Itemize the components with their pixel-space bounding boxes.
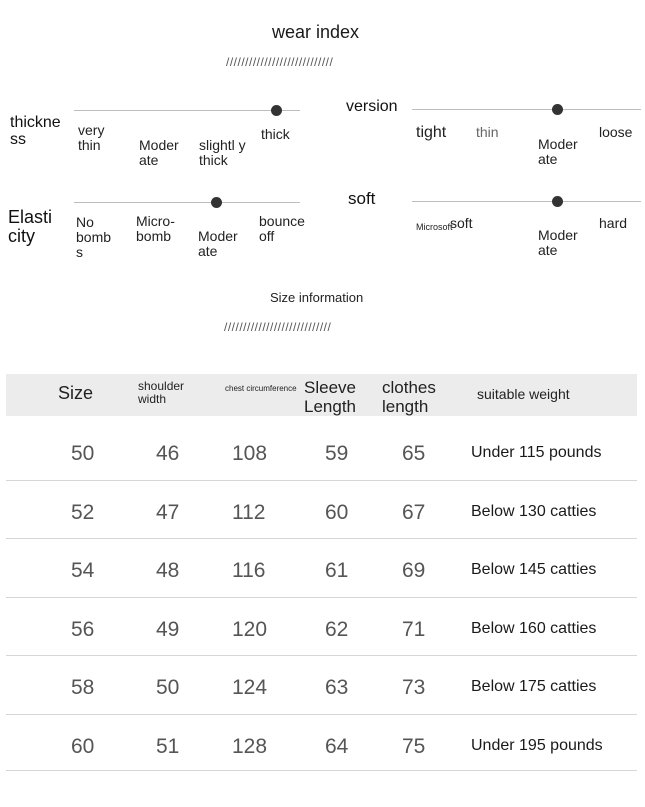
softness-option-soft: soft bbox=[450, 215, 473, 231]
softness-option-microsoft: Microsoft bbox=[416, 222, 453, 232]
cell-shoulder-width: 50 bbox=[156, 676, 180, 699]
cell-clothes-length: 71 bbox=[402, 618, 426, 641]
version-option-moderate: Moder ate bbox=[538, 136, 578, 167]
elasticity-option-micro-bomb: Micro- bomb bbox=[136, 213, 175, 244]
cell-clothes-length: 75 bbox=[402, 735, 426, 758]
softness-selected-dot bbox=[552, 196, 563, 207]
cell-size: 52 bbox=[71, 501, 95, 524]
cell-chest-circumference: 116 bbox=[232, 559, 266, 582]
version-option-thin: thin bbox=[476, 124, 499, 140]
cell-sleeve-length: 63 bbox=[325, 676, 349, 699]
size-table-header bbox=[6, 374, 637, 416]
cell-chest-circumference: 124 bbox=[232, 676, 268, 699]
cell-suitable-weight: Below 145 catties bbox=[471, 561, 597, 578]
cell-clothes-length: 67 bbox=[402, 501, 426, 524]
cell-chest-circumference: 108 bbox=[232, 442, 268, 465]
header-shoulder-width: shoulder width bbox=[138, 379, 185, 406]
cell-suitable-weight: Under 115 pounds bbox=[471, 444, 602, 461]
row-divider bbox=[6, 655, 637, 656]
softness-option-moderate: Moder ate bbox=[538, 227, 578, 258]
cell-clothes-length: 73 bbox=[402, 676, 426, 699]
cell-shoulder-width: 47 bbox=[156, 501, 180, 524]
cell-suitable-weight: Below 130 catties bbox=[471, 503, 597, 520]
cell-suitable-weight: Below 160 catties bbox=[471, 620, 597, 637]
row-divider bbox=[6, 538, 637, 539]
version-option-loose: loose bbox=[599, 124, 633, 140]
cell-sleeve-length: 64 bbox=[325, 735, 349, 758]
thickness-option-thick: thick bbox=[261, 126, 290, 142]
cell-shoulder-width: 49 bbox=[156, 618, 180, 641]
cell-size: 54 bbox=[71, 559, 95, 582]
cell-chest-circumference: 112 bbox=[232, 501, 266, 524]
cell-size: 60 bbox=[71, 735, 95, 758]
elasticity-option-no-bombs: No bomb s bbox=[76, 214, 112, 260]
header-sleeve-length: Sleeve Length bbox=[304, 378, 356, 416]
cell-clothes-length: 65 bbox=[402, 442, 426, 465]
elasticity-label: Elasti city bbox=[8, 207, 53, 246]
header-chest-circumference: chest circumference bbox=[225, 384, 297, 393]
cell-size: 58 bbox=[71, 676, 95, 699]
row-divider bbox=[6, 714, 637, 715]
softness-scale-track bbox=[412, 201, 641, 202]
thickness-option-slightly-thick: slightl y thick bbox=[199, 137, 246, 168]
cell-suitable-weight: Under 195 pounds bbox=[471, 737, 603, 754]
cell-size: 56 bbox=[71, 618, 95, 641]
version-selected-dot bbox=[552, 104, 563, 115]
thickness-label: thickne ss bbox=[10, 114, 61, 148]
cell-chest-circumference: 120 bbox=[232, 618, 268, 641]
wear-index-title: wear index bbox=[272, 22, 360, 42]
cell-sleeve-length: 61 bbox=[325, 559, 349, 582]
wear-index-divider: //////////////////////////// bbox=[226, 55, 334, 69]
cell-sleeve-length: 60 bbox=[325, 501, 349, 524]
thickness-scale-track bbox=[74, 110, 300, 111]
thickness-option-moderate: Moder ate bbox=[139, 137, 179, 168]
elasticity-selected-dot bbox=[211, 197, 222, 208]
elasticity-scale-track bbox=[74, 202, 300, 203]
header-size: Size bbox=[58, 383, 94, 403]
size-information-divider: //////////////////////////// bbox=[224, 320, 332, 334]
row-divider bbox=[6, 770, 637, 771]
version-option-tight: tight bbox=[416, 124, 447, 141]
header-clothes-length: clothes length bbox=[382, 378, 436, 416]
header-suitable-weight: suitable weight bbox=[477, 386, 570, 402]
row-divider bbox=[6, 597, 637, 598]
softness-label: soft bbox=[348, 189, 376, 208]
cell-size: 50 bbox=[71, 442, 95, 465]
row-divider bbox=[6, 480, 637, 481]
cell-shoulder-width: 46 bbox=[156, 442, 180, 465]
cell-shoulder-width: 51 bbox=[156, 735, 180, 758]
elasticity-option-bounce-off: bounce off bbox=[259, 213, 305, 244]
version-label: version bbox=[346, 98, 398, 115]
cell-suitable-weight: Below 175 catties bbox=[471, 678, 597, 695]
elasticity-option-moderate: Moder ate bbox=[198, 228, 238, 259]
softness-option-hard: hard bbox=[599, 215, 628, 231]
version-scale-track bbox=[412, 109, 641, 110]
thickness-option-very-thin: very thin bbox=[78, 122, 105, 153]
size-information-title: Size information bbox=[270, 290, 364, 305]
cell-clothes-length: 69 bbox=[402, 559, 426, 582]
cell-shoulder-width: 48 bbox=[156, 559, 180, 582]
cell-sleeve-length: 62 bbox=[325, 618, 349, 641]
cell-chest-circumference: 128 bbox=[232, 735, 268, 758]
thickness-selected-dot bbox=[271, 105, 282, 116]
cell-sleeve-length: 59 bbox=[325, 442, 349, 465]
